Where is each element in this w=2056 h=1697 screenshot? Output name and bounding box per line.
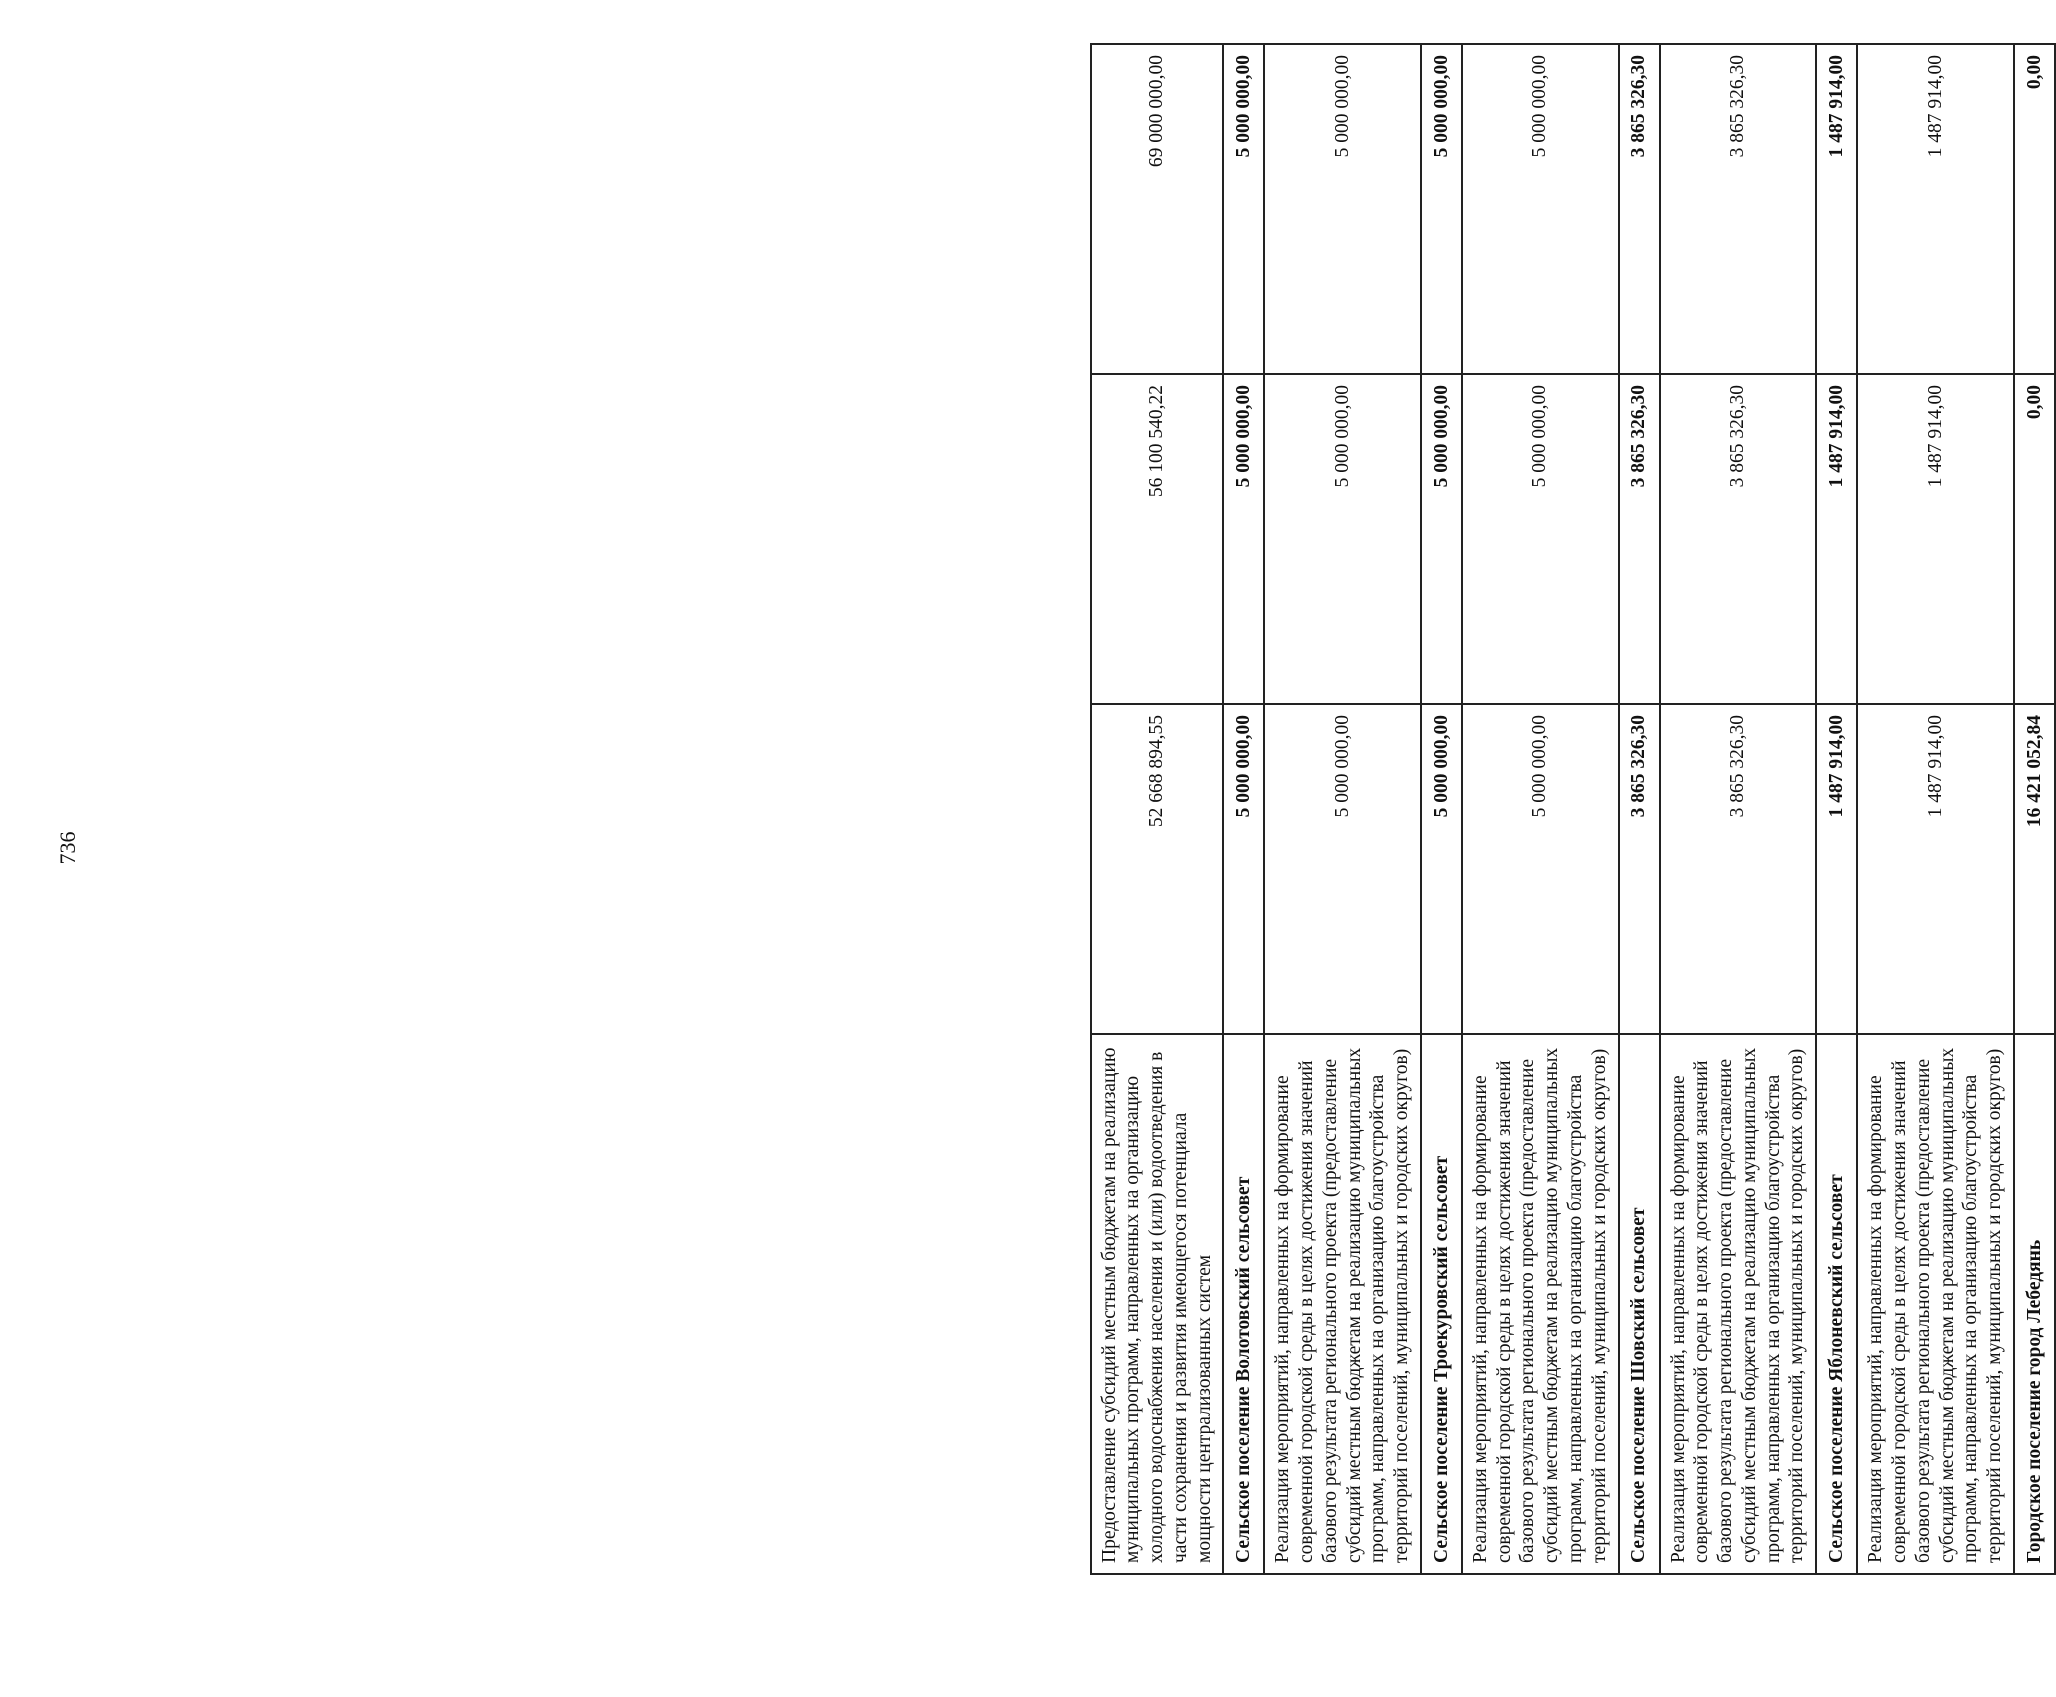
amount-year-3: 69 000 000,00 bbox=[1091, 44, 1223, 374]
row-description: Реализация мероприятий, направленных на формирование современной городской среды в целях достижения значений базового результата регионального проекта (предоставление субсидий местным бюджетам на реализацию муниципальных программ, направленных на организацию благоустройства территорий поселений, муниципальных и городских округов) bbox=[1857, 1034, 2014, 1574]
row-description: Предоставление субсидий местным бюджетам на реализацию муниципальных программ, направленных на организацию холодного водоснабжения населения и (или) водоотведения в части сохранения и развития имеющегося потенциала мощности централизованных систем bbox=[1091, 1034, 1223, 1574]
amount-year-3: 5 000 000,00 bbox=[1223, 44, 1264, 374]
amount-year-2: 0,00 bbox=[2014, 374, 2055, 704]
table-row-urban-environment bbox=[1462, 44, 1619, 1574]
amount-year-2: 5 000 000,00 bbox=[1264, 374, 1421, 704]
amount-year-2: 5 000 000,00 bbox=[1223, 374, 1264, 704]
amount-year-2: 1 487 914,00 bbox=[1857, 374, 2014, 704]
table-row-urban-environment bbox=[1857, 44, 2014, 1574]
table-row-urban-environment bbox=[1264, 44, 1421, 1574]
amount-year-3: 3 865 326,30 bbox=[1619, 44, 1660, 374]
table-row-settlement-yablonevsky bbox=[1816, 44, 1857, 1574]
amount-year-2: 3 865 326,30 bbox=[1660, 374, 1817, 704]
amount-year-2: 56 100 540,22 bbox=[1091, 374, 1223, 704]
amount-year-2: 5 000 000,00 bbox=[1462, 374, 1619, 704]
amount-year-1: 3 865 326,30 bbox=[1660, 704, 1817, 1034]
amount-year-3: 5 000 000,00 bbox=[1462, 44, 1619, 374]
amount-year-3: 5 000 000,00 bbox=[1421, 44, 1462, 374]
table-row-settlement-lebedyan bbox=[2014, 44, 2055, 1574]
settlement-name: Сельское поселение Троекуровский сельсовет bbox=[1421, 1034, 1462, 1574]
table-row-settlement-troekurovsky bbox=[1421, 44, 1462, 1574]
amount-year-1: 3 865 326,30 bbox=[1619, 704, 1660, 1034]
amount-year-2: 5 000 000,00 bbox=[1421, 374, 1462, 704]
amount-year-1: 5 000 000,00 bbox=[1264, 704, 1421, 1034]
amount-year-3: 5 000 000,00 bbox=[1264, 44, 1421, 374]
row-description: Реализация мероприятий, направленных на формирование современной городской среды в целях достижения значений базового результата регионального проекта (предоставление субсидий местным бюджетам на реализацию муниципальных программ, направленных на организацию благоустройства территорий поселений, муниципальных и городских округов) bbox=[1462, 1034, 1619, 1574]
row-description: Реализация мероприятий, направленных на формирование современной городской среды в целях достижения значений базового результата регионального проекта (предоставление субсидий местным бюджетам на реализацию муниципальных программ, направленных на организацию благоустройства территорий поселений, муниципальных и городских округов) bbox=[1264, 1034, 1421, 1574]
settlement-name: Сельское поселение Яблоневский сельсовет bbox=[1816, 1034, 1857, 1574]
amount-year-3: 0,00 bbox=[2014, 44, 2055, 374]
budget-table bbox=[1090, 43, 2056, 1575]
row-description: Реализация мероприятий, направленных на формирование современной городской среды в целях достижения значений базового результата регионального проекта (предоставление субсидий местным бюджетам на реализацию муниципальных программ, направленных на организацию благоустройства территорий поселений, муниципальных и городских округов) bbox=[1660, 1034, 1817, 1574]
amount-year-3: 3 865 326,30 bbox=[1660, 44, 1817, 374]
amount-year-1: 5 000 000,00 bbox=[1223, 704, 1264, 1034]
amount-year-1: 1 487 914,00 bbox=[1816, 704, 1857, 1034]
page-number: 736 bbox=[55, 831, 80, 865]
amount-year-2: 3 865 326,30 bbox=[1619, 374, 1660, 704]
settlement-name: Сельское поселение Шовский сельсовет bbox=[1619, 1034, 1660, 1574]
amount-year-1: 1 487 914,00 bbox=[1857, 704, 2014, 1034]
table-row-settlement-shovsky bbox=[1619, 44, 1660, 1574]
amount-year-1: 16 421 052,84 bbox=[2014, 704, 2055, 1034]
table-row-settlement-volotovsky bbox=[1223, 44, 1264, 1574]
amount-year-1: 5 000 000,00 bbox=[1421, 704, 1462, 1034]
rotated-table-wrapper bbox=[1090, 45, 2056, 1575]
settlement-name: Сельское поселение Волотовский сельсовет bbox=[1223, 1034, 1264, 1574]
settlement-name: Городское поселение город Лебедянь bbox=[2014, 1034, 2055, 1574]
amount-year-1: 52 668 894,55 bbox=[1091, 704, 1223, 1034]
table-row-water-subsidy bbox=[1091, 44, 1223, 1574]
amount-year-1: 5 000 000,00 bbox=[1462, 704, 1619, 1034]
amount-year-3: 1 487 914,00 bbox=[1857, 44, 2014, 374]
amount-year-3: 1 487 914,00 bbox=[1816, 44, 1857, 374]
amount-year-2: 1 487 914,00 bbox=[1816, 374, 1857, 704]
table-row-urban-environment bbox=[1660, 44, 1817, 1574]
